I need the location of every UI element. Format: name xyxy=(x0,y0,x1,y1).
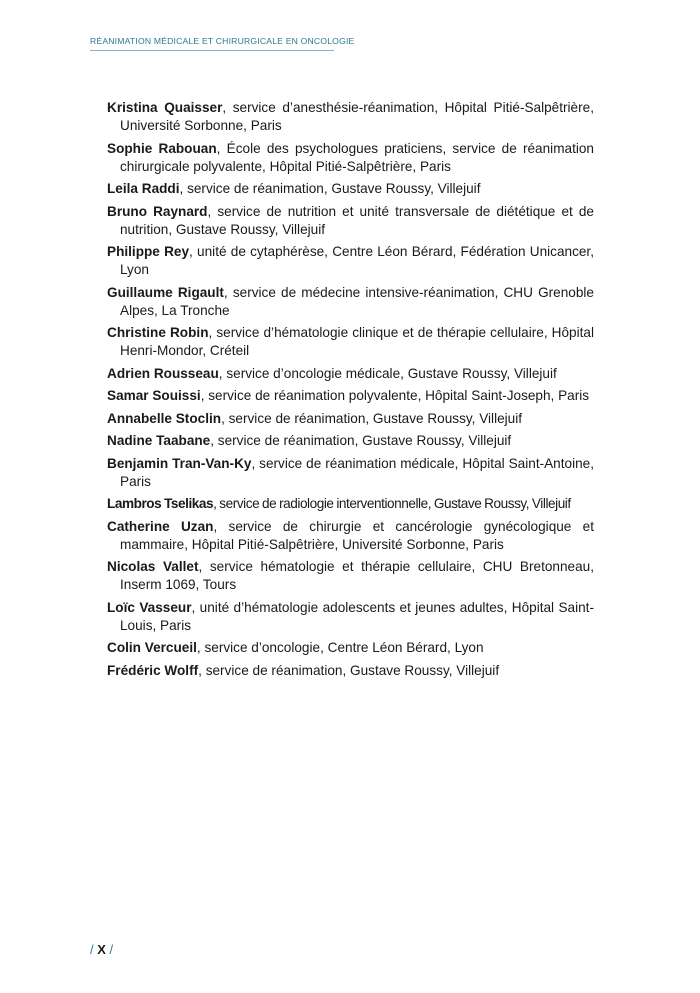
list-item xyxy=(107,599,594,635)
contributor-affiliation: , service de réanimation médicale, Hôpital Saint-Antoine, Paris xyxy=(120,455,595,489)
page-number-value: X xyxy=(97,942,106,957)
contributor-affiliation: , service de réanimation polyvalente, Hôpital Saint-Joseph, Paris xyxy=(200,388,590,403)
list-item xyxy=(107,140,594,176)
contributor-name: Lambros Tselikas xyxy=(107,496,214,511)
contributor-affiliation: , service de chirurgie et cancérologie gynécologique et mammaire, Hôpital Pitié-Salpêtrière, Université Sorbonne, Paris xyxy=(120,518,594,552)
contributor-affiliation: , service d’oncologie, Centre Léon Bérard, Lyon xyxy=(196,640,484,655)
running-header: RÉANIMATION MÉDICALE ET CHIRURGICALE EN ONCOLOGIE xyxy=(90,36,355,46)
contributor-affiliation: , service de réanimation, Gustave Roussy, Villejuif xyxy=(221,410,523,426)
list-item xyxy=(107,495,594,513)
list-item xyxy=(107,455,594,491)
list-item xyxy=(107,662,594,680)
contributor-affiliation: , service de nutrition et unité transversale de diététique et de nutrition, Gustave Roussy, Villejuif xyxy=(120,203,594,237)
list-item xyxy=(107,518,594,554)
contributor-name: Leila Raddi xyxy=(107,181,180,196)
contributor-affiliation: , unité d’hématologie adolescents et jeunes adultes, Hôpital Saint-Louis, Paris xyxy=(120,599,594,633)
list-item xyxy=(107,639,594,657)
contributor-affiliation: , service de médecine intensive-réanimation, CHU Grenoble Alpes, La Tronche xyxy=(120,284,594,318)
contributor-affiliation: , École des psychologues praticiens, service de réanimation chirurgicale polyvalente, Hôpital Pitié-Salpêtrière, Paris xyxy=(120,140,594,174)
contributor-name: Nicolas Vallet xyxy=(107,559,199,574)
contributor-affiliation: , unité de cytaphérèse, Centre Léon Bérard, Fédération Unicancer, Lyon xyxy=(120,244,594,277)
contributor-affiliation: , service hématologie et thérapie cellulaire, CHU Bretonneau, Inserm 1069, Tours xyxy=(120,559,594,592)
contributor-name: Kristina Quaisser xyxy=(107,100,223,115)
contributor-name: Sophie Rabouan xyxy=(107,140,217,156)
list-item xyxy=(107,203,594,239)
contributor-name: Christine Robin xyxy=(107,325,209,340)
contributor-name: Bruno Raynard xyxy=(107,203,208,219)
header-rule xyxy=(90,50,334,51)
contributor-name: Nadine Taabane xyxy=(107,433,211,448)
contributor-affiliation: , service de réanimation, Gustave Roussy, Villejuif xyxy=(210,433,512,448)
page-number xyxy=(90,942,113,957)
contributor-affiliation: , service d’anesthésie-réanimation, Hôpital Pitié-Salpêtrière, Université Sorbonne, Paris xyxy=(120,100,594,133)
contributor-name: Samar Souissi xyxy=(107,388,201,403)
contributor-affiliation: , service d’oncologie médicale, Gustave Roussy, Villejuif xyxy=(218,365,557,381)
list-item xyxy=(107,99,594,135)
contributor-name: Guillaume Rigault xyxy=(107,284,224,300)
list-item xyxy=(107,432,594,450)
page-number-slash-right: / xyxy=(109,942,114,957)
list-item xyxy=(107,365,594,383)
contributor-affiliation: , service de radiologie interventionnelle, Gustave Roussy, Villejuif xyxy=(213,496,571,511)
contributor-name: Catherine Uzan xyxy=(107,518,214,534)
contributor-name: Benjamin Tran-Van-Ky xyxy=(107,455,252,471)
contributor-list xyxy=(107,99,594,684)
list-item xyxy=(107,243,594,279)
page-number-slash-left: / xyxy=(90,942,94,957)
list-item xyxy=(107,284,594,320)
list-item xyxy=(107,387,594,405)
contributor-name: Colin Vercueil xyxy=(107,640,197,655)
contributor-name: Frédéric Wolff xyxy=(107,662,199,678)
list-item xyxy=(107,410,594,428)
list-item xyxy=(107,558,594,594)
contributor-affiliation: , service d’hématologie clinique et de thérapie cellulaire, Hôpital Henri-Mondor, Créteil xyxy=(120,325,594,358)
contributor-affiliation: , service de réanimation, Gustave Roussy, Villejuif xyxy=(179,181,481,196)
contributor-name: Annabelle Stoclin xyxy=(107,410,222,426)
contributor-name: Loïc Vasseur xyxy=(107,599,192,615)
contributor-affiliation: , service de réanimation, Gustave Roussy, Villejuif xyxy=(198,662,500,678)
contributor-name: Adrien Rousseau xyxy=(107,365,219,381)
list-item xyxy=(107,324,594,360)
contributor-name: Philippe Rey xyxy=(107,244,190,259)
list-item xyxy=(107,180,594,198)
